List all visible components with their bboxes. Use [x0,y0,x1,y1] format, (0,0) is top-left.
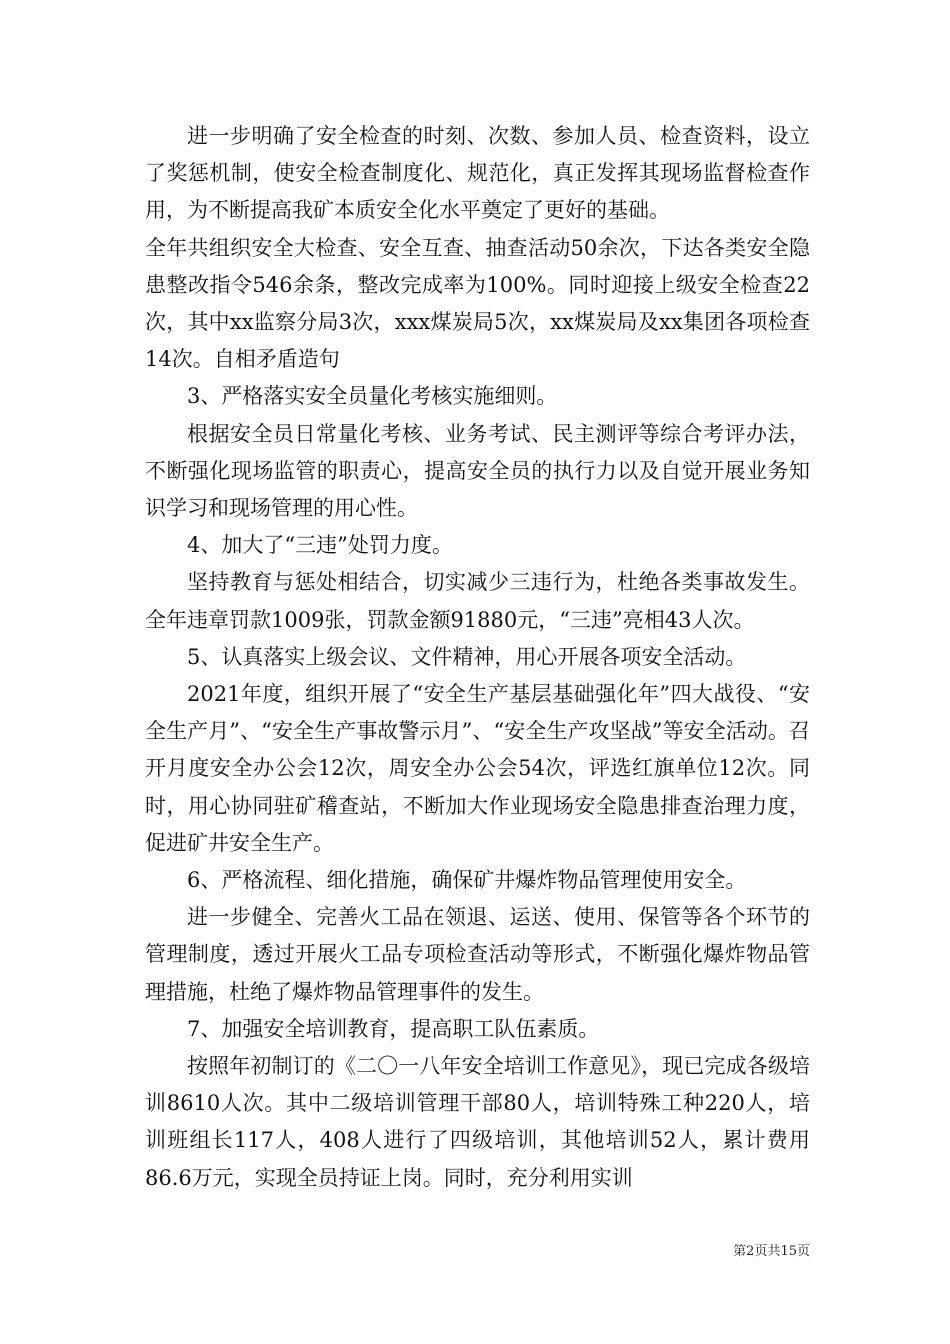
paragraph-3: 根据安全员日常量化考核、业务考试、民主测评等综合考评办法，不断强化现场监管的职责心，提高安全员的执行力以及自觉开展业务知识学习和现场管理的用心性。 [145,421,810,521]
paragraph-7: 按照年初制订的《二〇一八年安全培训工作意见》，现已完成各级培训8610人次。其中二级培训管理干部80人，培训特殊工种220人，培训班组长117人，408人进行了四级培训，其他培训52人，累计费用86.6万元，实现全员持证上岗。同时，充分利用实训 [145,1054,810,1190]
paragraph-2: 全年共组织安全大检查、安全互查、抽查活动50余次，下达各类安全隐患整改指令546余条，整改完成率为100%。同时迎接上级安全检查22次，其中xx监察分局3次，xxx煤炭局5次，xx煤炭局及xx集团各项检查14次。自相矛盾造句 [145,235,810,372]
paragraph-5: 2021年度，组织开展了“安全生产基层基础强化年”四大战役、“安全生产月”、“安全生产事故警示月”、“安全生产攻坚战”等安全活动。召开月度安全办公会12次，周安全办公会54次，评选红旗单位12次。同时，用心协同驻矿稽查站，不断加大作业现场安全隐患排查治理力度，促进矿井安全生产。 [145,682,810,855]
document-body [145,118,810,1197]
section-heading-3: 3、严格落实安全员量化考核实施细则。 [187,384,558,409]
section-heading-6: 6、严格流程、细化措施，确保矿井爆炸物品管理使用安全。 [187,868,747,893]
section-heading-5: 5、认真落实上级会议、文件精神，用心开展各项安全活动。 [187,644,747,669]
section-heading-4: 4、加大了“三违”处罚力度。 [187,533,453,558]
paragraph-1: 进一步明确了安全检查的时刻、次数、参加人员、检查资料，设立了奖惩机制，使安全检查制度化、规范化，真正发挥其现场监督检查作用，为不断提高我矿本质安全化水平奠定了更好的基础。 [145,124,810,223]
paragraph-4: 坚持教育与惩处相结合，切实减少三违行为，杜绝各类事故发生。全年违章罚款1009张，罚款金额91880元，“三违”亮相43人次。 [145,570,810,632]
paragraph-6: 进一步健全、完善火工品在领退、运送、使用、保管等各个环节的管理制度，透过开展火工品专项检查活动等形式，不断强化爆炸物品管理措施，杜绝了爆炸物品管理事件的发生。 [145,905,810,1004]
page-number-footer: 第2页共15页 [733,1244,810,1259]
section-heading-7: 7、加强安全培训教育，提高职工队伍素质。 [187,1016,600,1041]
